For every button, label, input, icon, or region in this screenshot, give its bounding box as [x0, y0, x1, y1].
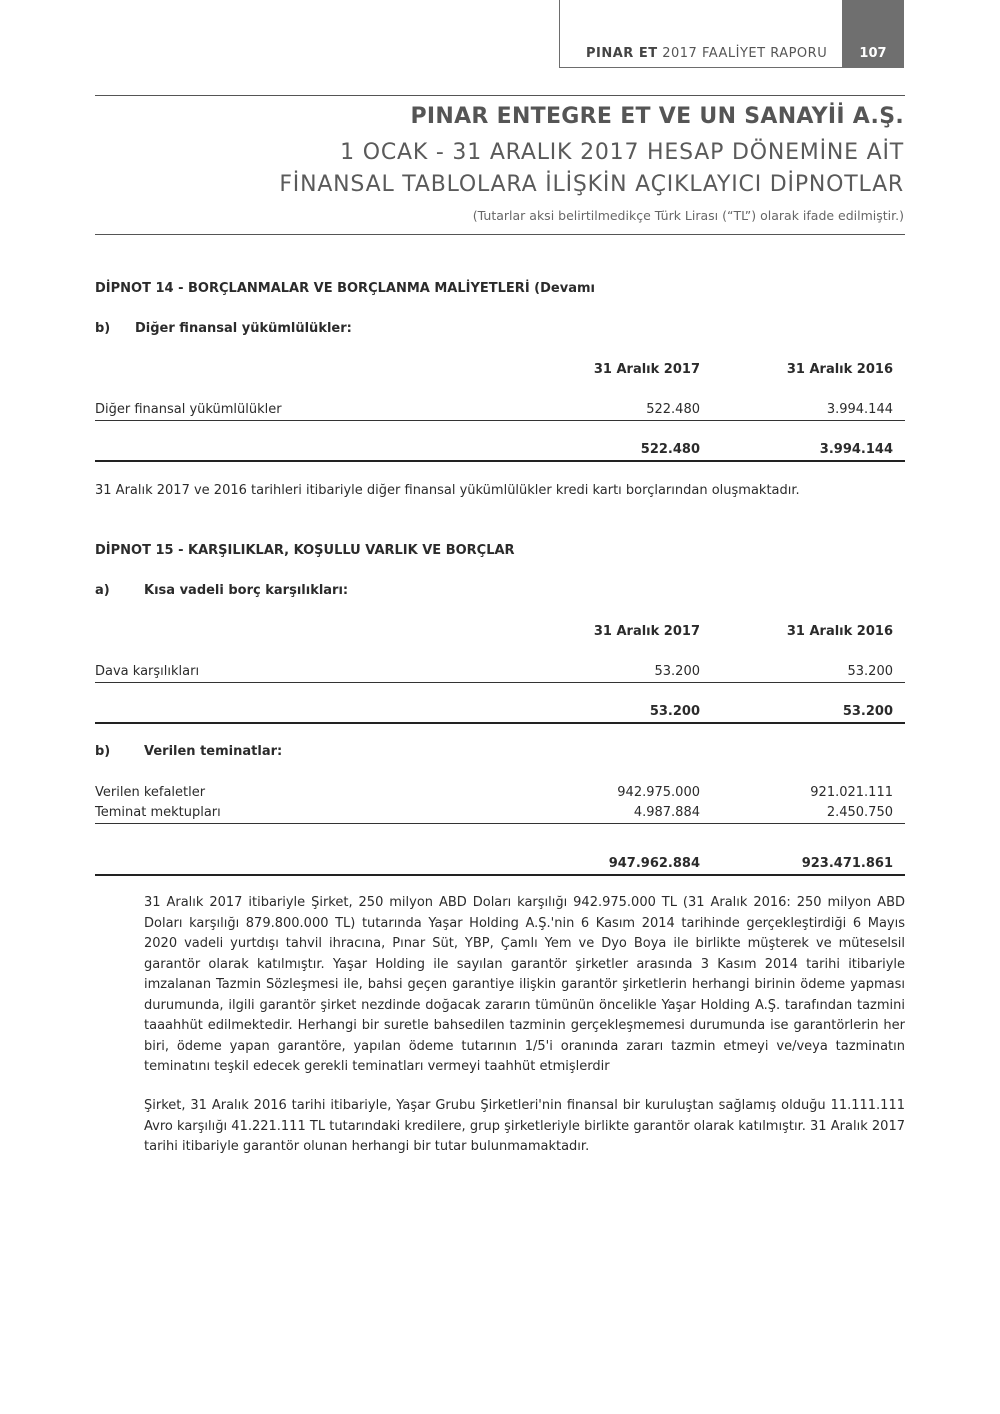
- note15-total-b-2017: 947.962.884: [608, 856, 700, 871]
- table-cell-2016: 3.994.144: [826, 402, 893, 417]
- table-total-rule: [95, 722, 905, 724]
- note14-col-2016: 31 Aralık 2016: [786, 362, 893, 377]
- table-row-label: Diğer finansal yükümlülükler: [95, 402, 282, 417]
- note15-section-b-title: Verilen teminatlar:: [144, 744, 283, 759]
- currency-subtitle: (Tutarlar aksi belirtilmedikçe Türk Lirası (“TL”) olarak ifade edilmiştir.): [472, 208, 904, 223]
- page-number: 107: [859, 46, 887, 61]
- note14-heading: DİPNOT 14 - BORÇLANMALAR VE BORÇLANMA MALİYETLERİ (Devamı: [95, 281, 595, 296]
- brand-name: PINAR ET: [586, 46, 658, 61]
- note15-total-a-2016: 53.200: [842, 704, 893, 719]
- note14-total-2017: 522.480: [640, 442, 700, 457]
- table-cell-2016: 53.200: [847, 664, 893, 679]
- table-row-label: Teminat mektupları: [95, 805, 221, 820]
- report-name: 2017 FAALİYET RAPORU: [662, 46, 828, 61]
- table-row-label: Verilen kefaletler: [95, 785, 206, 800]
- title-line-2: FİNANSAL TABLOLARA İLİŞKİN AÇIKLAYICI DİPNOTLAR: [279, 172, 904, 197]
- note14-explanation: 31 Aralık 2017 ve 2016 tarihleri itibariyle diğer finansal yükümlülükler kredi kartı borçlarından oluşmaktadır.: [95, 483, 800, 498]
- table-total-rule: [95, 460, 905, 462]
- report-header: [586, 46, 827, 61]
- table-total-rule: [95, 874, 905, 876]
- note15-total-b-2016: 923.471.861: [801, 856, 893, 871]
- table-cell-2017: 53.200: [654, 664, 700, 679]
- title-top-rule: [95, 95, 905, 96]
- note15-heading: DİPNOT 15 - KARŞILIKLAR, KOŞULLU VARLIK VE BORÇLAR: [95, 543, 515, 558]
- table-cell-2017: 4.987.884: [633, 805, 700, 820]
- table-divider: [95, 823, 905, 824]
- table-divider: [95, 420, 905, 421]
- table-cell-2016: 2.450.750: [826, 805, 893, 820]
- guarantee-paragraph: 31 Aralık 2017 itibariyle Şirket, 250 milyon ABD Doları karşılığı 942.975.000 TL (31 Aralık 2016: 250 milyon ABD Doları karşılığı 879.800.000 TL) tutarında Yaşar Holding A.Ş.'nin 6 Kasım 2014 tarihinde gerçekleştirdiği 6 Mayıs 2020 vadeli yurtdışı tahvil ihracına, Pınar Süt, YBP, Çamlı Yem ve Dyo Boya ile birlikte müşterek ve müteselsil garantör olarak katılmıştır. Yaşar Holding ile sayılan garantör şirketler arasında 3 Kasım 2014 tarihi itibariyle imzalanan Tazmin Sözleşmesi ile, bahsi geçen garantiye ilişkin garantör şirketlerin herhangi birinin ödeme yapması durumunda, ilgili garantör şirket nezdinde doğacak zararın tümünün öncelikle Yaşar Holding A.Ş. tarafından tazmini taaahhüt edilmektedir. Herhangi bir suretle bahsedilen tazminin gerçekleşmemesi durumunda ise garantörlerin her biri, ödeme yapan garantöre, yapılan ödeme tutarının 1/5'i oranında zararı tazmin etmeyi ve/veya tazminatın teminatını teşkil edecek gerekli teminatları vermeyi taahhüt etmişlerdir: [144, 895, 905, 1074]
- title-bottom-rule: [95, 234, 905, 235]
- note15-section-a-label: a): [95, 583, 110, 598]
- group-loan-paragraph: Şirket, 31 Aralık 2016 tarihi itibariyle, Yaşar Grubu Şirketleri'nin finansal bir kuruluştan sağlamış olduğu 11.111.111 Avro karşılığı 41.221.111 TL tutarındaki kredilere, grup şirketleriyle birlikte garantör olarak katılmıştır. 31 Aralık 2017 tarihi itibariyle garantör olunan herhangi bir tutar bulunmamaktadır.: [144, 1098, 905, 1154]
- note15-section-b-label: b): [95, 744, 111, 759]
- note15-col-2017: 31 Aralık 2017: [593, 624, 700, 639]
- note15-total-a-2017: 53.200: [649, 704, 700, 719]
- note14-section-b-title: Diğer finansal yükümlülükler:: [135, 321, 352, 336]
- note15-section-a-title: Kısa vadeli borç karşılıkları:: [144, 583, 349, 598]
- note14-total-2016: 3.994.144: [819, 442, 893, 457]
- company-name: PINAR ENTEGRE ET VE UN SANAYİİ A.Ş.: [410, 104, 904, 129]
- note14-col-2017: 31 Aralık 2017: [593, 362, 700, 377]
- note15-col-2016: 31 Aralık 2016: [786, 624, 893, 639]
- table-cell-2017: 522.480: [646, 402, 700, 417]
- table-row-label: Dava karşılıkları: [95, 664, 200, 679]
- table-divider: [95, 682, 905, 683]
- title-line-1: 1 OCAK - 31 ARALIK 2017 HESAP DÖNEMİNE AİT: [340, 140, 904, 165]
- table-cell-2017: 942.975.000: [617, 785, 700, 800]
- table-cell-2016: 921.021.111: [810, 785, 893, 800]
- note14-section-b-label: b): [95, 321, 111, 336]
